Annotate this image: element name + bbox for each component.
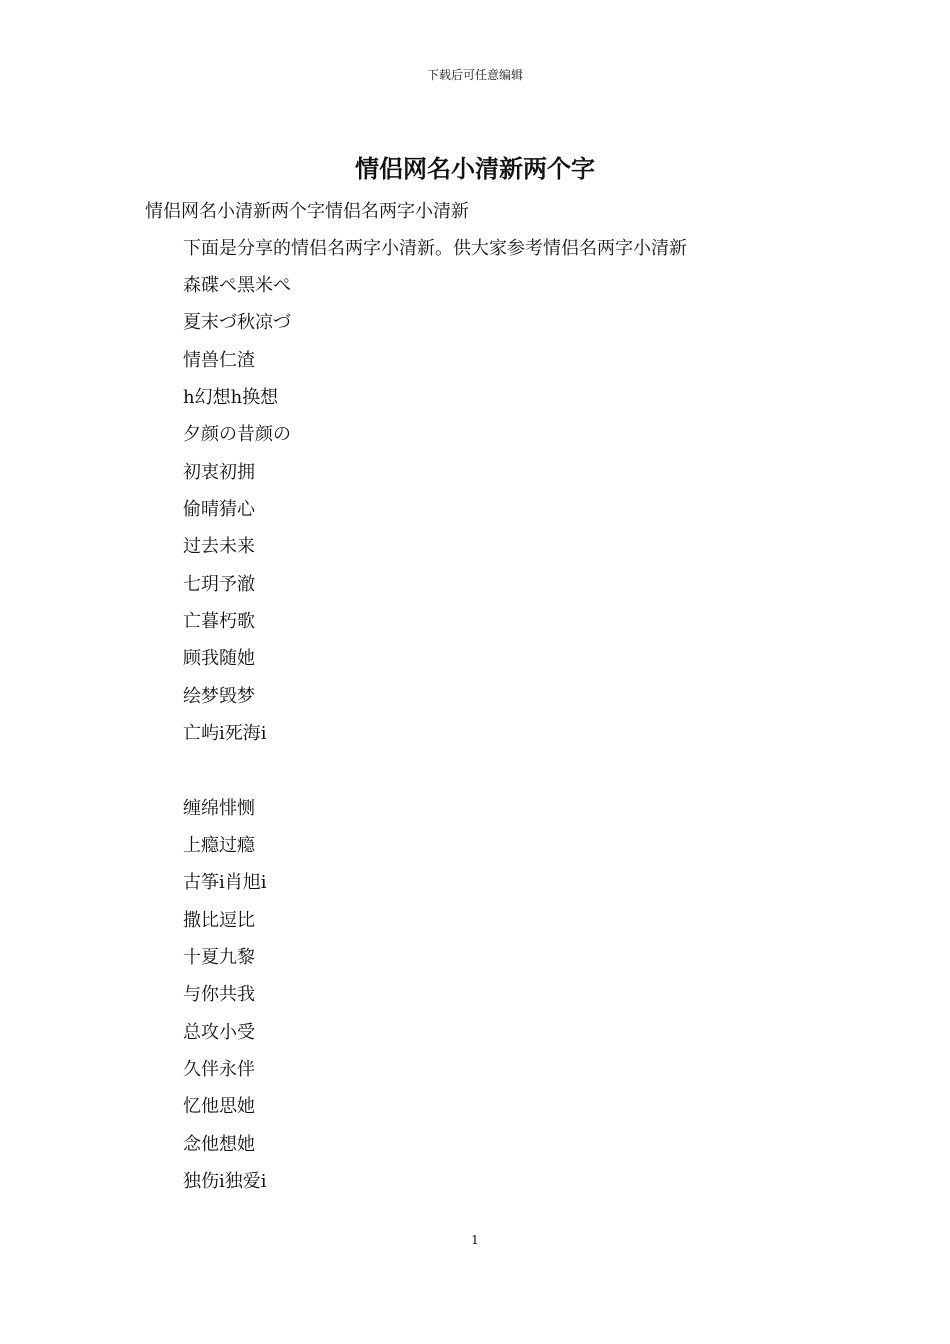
name-item: 森碟ぺ黑米ぺ — [183, 275, 291, 296]
name-item: 久伴永伴 — [183, 1059, 255, 1080]
page-number: 1 — [471, 1233, 479, 1247]
page-header: 下载后可任意编辑 — [426, 68, 523, 82]
name-item: 上瘾过瘾 — [183, 835, 255, 856]
name-item: 亡屿i死海i — [183, 723, 267, 744]
name-item: 顾我随她 — [183, 648, 255, 669]
name-item: 情兽仁渣 — [183, 350, 255, 371]
name-item: 初衷初拥 — [183, 462, 255, 483]
name-item: 过去未来 — [183, 536, 255, 557]
name-item: 总攻小受 — [183, 1022, 255, 1043]
name-item: 独伤i独爱i — [183, 1171, 267, 1192]
name-item: 缠绵悱恻 — [183, 798, 255, 819]
document-subtitle: 情侣网名小清新两个字情侣名两字小清新 — [145, 201, 469, 222]
name-item: 忆他思她 — [183, 1096, 255, 1117]
name-item: 夏末づ秋凉づ — [183, 312, 291, 333]
name-item: 绘梦毁梦 — [183, 686, 255, 707]
name-item: 古筝i肖旭i — [183, 872, 267, 893]
name-item: 与你共我 — [183, 984, 255, 1005]
name-item: 念他想她 — [183, 1134, 255, 1155]
name-item: 亡暮朽歌 — [183, 611, 255, 632]
name-item: 七玥予澈 — [183, 574, 255, 595]
name-item: h幻想h换想 — [183, 387, 279, 408]
name-item: 偷晴猜心 — [183, 499, 255, 520]
document-title: 情侣网名小清新两个字 — [355, 155, 595, 183]
intro-paragraph: 下面是分享的情侣名两字小清新。供大家参考情侣名两字小清新 — [183, 238, 687, 259]
name-item: 撒比逗比 — [183, 910, 255, 931]
name-item: 十夏九黎 — [183, 947, 255, 968]
name-item: 夕颜の昔颜の — [183, 424, 291, 445]
